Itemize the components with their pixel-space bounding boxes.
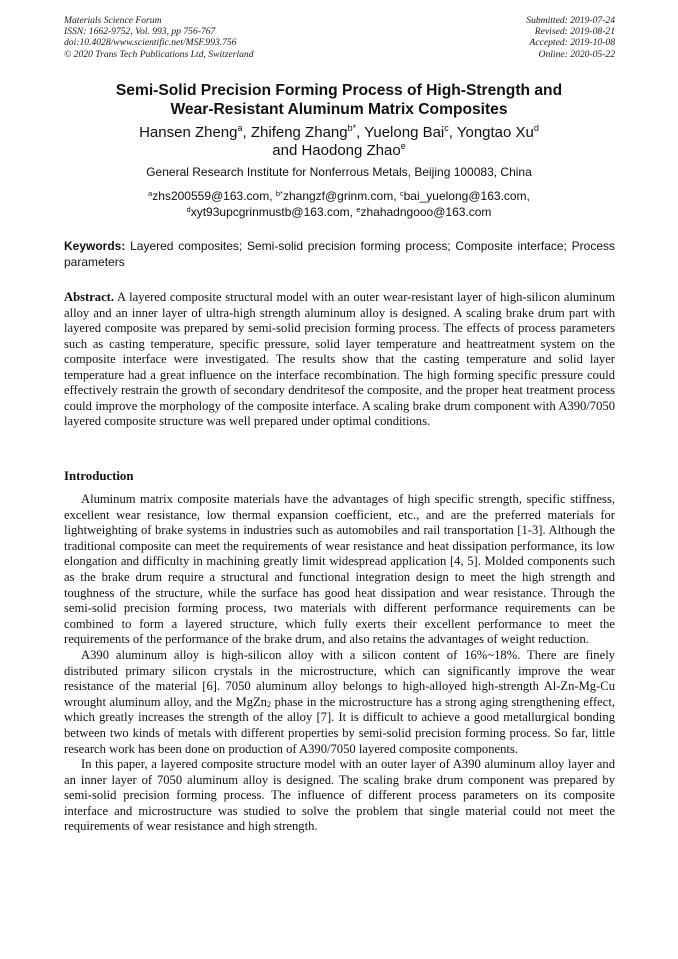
author-list [64,124,614,160]
abstract-block [64,290,615,430]
introduction-body [64,492,615,835]
section-heading-introduction: Introduction [64,469,134,483]
journal-header-right [526,15,615,60]
email-sup: b* [275,189,283,198]
author-name: Zhifeng Zhang [250,124,348,141]
author-sup: d [533,123,539,133]
keywords-text: Layered composites; Semi-solid precision forming process; Composite interface; Process parameters [64,239,615,269]
author-name: Yongtao Xu [456,124,534,141]
author-sep: , [356,124,365,141]
title-line-1: Semi-Solid Precision Forming Process of High-Strength and [115,82,563,99]
paragraph-text: A390 aluminum alloy is high-silicon alloy with a silicon content of 16%~18%. There are finely distributed primary silicon crystals in the microstructure, which can significantly improve the wear resistance of the material [6]. 7050 aluminum alloy belongs to high-alloyed high-strength Al-Zn-Mg-Cu wrought aluminum alloy, and the MgZn [64,647,615,709]
abstract-label: Abstract. [64,290,115,304]
author-sep: , [448,124,457,141]
email-link: xyt93upcgrinmustb@163.com, [190,204,357,219]
author-sup: c [444,123,449,133]
affiliation: General Research Institute for Nonferrous Metals, Beijing 100083, China [146,165,532,179]
paragraph-text: phase in the microstructure has a strong aging strengthening effect, which greatly increases the strength of the alloy [7]. It is difficult to achieve a good metallurgical bonding between two kinds of metals with different properties by semi-solid precision forming process. So far, little research work has been done on production of A390/7050 layered composite components. [64,694,615,756]
author-and: and [272,142,302,159]
author-name: Hansen Zheng [139,124,238,141]
keywords-label: Keywords: [64,239,126,253]
email-sup: d [186,204,191,214]
email-sup: e [356,204,361,214]
paper-title [64,81,614,119]
author-sup: b* [347,123,357,133]
author-name: Haodong Zhao [301,142,401,159]
author-sup: e [400,141,406,151]
online-date: Online: 2020-05-22 [538,48,615,60]
email-line-2 [64,205,614,221]
author-sup: a [237,123,243,133]
revised-date: Revised: 2019-08-21 [534,26,615,38]
email-link: zhs200559@163.com, [152,189,276,203]
accepted-date: Accepted: 2019-10-08 [529,37,615,49]
email-link: zhangzf@grinm.com, [282,189,400,203]
author-sep: , [242,124,251,141]
copyright-line: © 2020 Trans Tech Publications Ltd, Switzerland [64,48,254,60]
author-line-2 [64,142,614,160]
author-line-1 [64,124,614,142]
title-line-2: Wear-Resistant Aluminum Matrix Composites [170,101,508,118]
author-name: Yuelong Bai [364,124,445,141]
email-line-1 [64,189,614,205]
journal-name: Materials Science Forum [64,15,162,26]
email-sup: c [399,189,404,198]
journal-header-left [64,15,254,60]
paragraph: Aluminum matrix composite materials have the advantages of high specific strength, specific stiffness, excellent wear resistance, low thermal expansion coefficient, etc., and are the preferred materials for lightweighting of brake systems in industries such as automobiles and rail transportation [1-3]. Although the traditional composite can meet the requirements of wear resistance and heat dissipation performance, its low elongation and difficulty in machining greatly limit widespread application [4, 5]. Molded components such as the brake drum require a structural and functional integration design to meet the high strength and toughness of the structure, while the surface has good heat dissipation and wear resistance. Through the semi-solid precision forming process, two materials with different performance requirements can be combined to form a layered structure, which fully exerts their excellent performance to meet the requirements of the performance of the brake drum, and also retains the advantages of weight reduction. [64,492,615,647]
abstract-text: A layered composite structural model with an outer wear-resistant layer of high-silicon aluminum alloy and an inner layer of ultra-high strength aluminum alloy is designed. A scaling brake drum part with layered composite was prepared by semi-solid precision forming process. The effects of process parameters such as casting temperature, specific pressure, solid layer temperature and heattreatment system on the composite interface were investigated. The results show that the casting temperature and solid layer temperature had a great influence on the interface recombination. The high forming specific pressure could effectively restrain the growth of secondary dendritesof the composite, and the proper heat treatment process could improve the morphology of the composite interface. A scaling brake drum component with A390/7050 layered composite structure was well prepared under optimal conditions. [64,290,615,429]
doi-line: doi:10.4028/www.scientific.net/MSF.993.756 [64,37,237,49]
email-link: zhahadngooo@163.com [360,204,492,219]
subscript: 2 [266,699,271,709]
paragraph: In this paper, a layered composite structure model with an outer layer of A390 aluminum alloy layer and an inner layer of 7050 aluminum alloy is designed. The scaling brake drum component was prepared by semi-solid precision forming process. The influence of different process parameters on its composite interface and microstructure was studied to solve the problem that single material could not meet the requirements of wear resistance and high strength. [64,757,615,834]
keywords-block [64,239,615,270]
email-sup: a [148,189,153,198]
email-link: bai_yuelong@163.com, [403,189,530,203]
submitted-date: Submitted: 2019-07-24 [526,15,615,26]
issn-line: ISSN: 1662-9752, Vol. 993, pp 756-767 [64,26,216,38]
author-emails [64,189,614,220]
paragraph [64,648,615,757]
